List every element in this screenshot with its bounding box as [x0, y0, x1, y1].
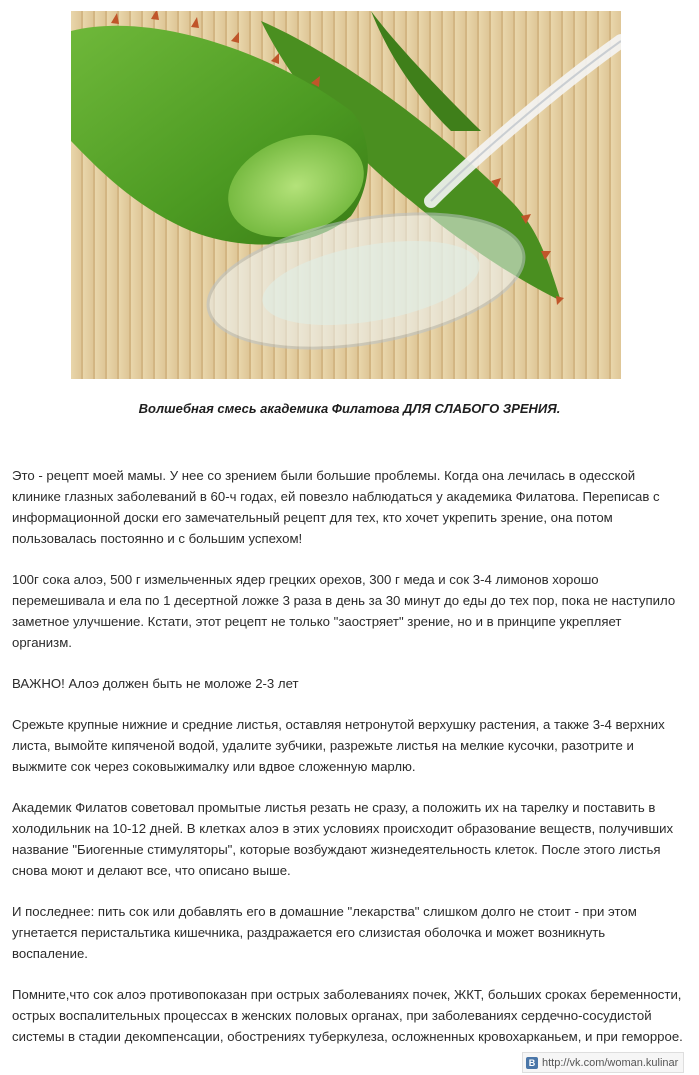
aloe-spoon-photo: [71, 11, 621, 379]
vk-watermark[interactable]: [522, 1052, 684, 1073]
paragraph-recipe: 100г сока алоэ, 500 г измельченных ядер грецких орехов, 300 г меда и сок 3-4 лимонов хорошо перемешивала и ела по 1 десертной ложке 3 раза в день за 30 минут до еды до тех пор, пока не наступило заметное улучшение. Кстати, этот рецепт не только "заостряет" зрение, но и в принципе укрепляет организм.: [12, 572, 676, 650]
paragraph-contraindications: Помните,что сок алоэ противопоказан при острых заболеваниях почек, ЖКТ, больших сроках беременности, острых воспалительных процессах в женских половых органах, при заболеваниях сердечно-сосудистой системы в стадии декомпенсации, обострениях туберкулеза, осложненных кровохарканьем, и при геморрое.: [12, 987, 683, 1044]
paragraph-caution: И последнее: пить сок или добавлять его в домашние "лекарства" слишком долго не стоит - при этом угнетается перистальтика кишечника, раздражается его слизистая оболочка и может возникнуть воспаление.: [12, 904, 637, 961]
article-body: [12, 465, 684, 1067]
paragraph-instructions: Срежьте крупные нижние и средние листья, оставляя нетронутой верхушку растения, а также 3-4 верхних листа, вымойте кипяченой водой, удалите зубчики, разрежьте листья на мелкие кусочки, разотрите и выжмите сок через соковыжималку или вдвое сложенную марлю.: [12, 717, 665, 774]
vk-icon: B: [526, 1057, 538, 1069]
paragraph-intro: Это - рецепт моей мамы. У нее со зрением были большие проблемы. Когда она лечилась в одесской клинике глазных заболеваний в 60-ч годах, ей повезло наблюдаться у академика Филатова. Переписав с информационной доски его замечательный рецепт для тех, кто хочет укрепить зрение, она потом пользовалась постоянно и с большим успехом!: [12, 468, 660, 546]
paragraph-filatov-advice: Академик Филатов советовал промытые листья резать не сразу, а положить их на тарелку и поставить в холодильник на 10-12 дней. В клетках алоэ в этих условиях происходит образование веществ, получивших название "Биогенные стимуляторы", которые возбуждают жизнедеятельность клеток. После этого листья снова моют и делают все, что описано выше.: [12, 800, 674, 878]
article-caption: Волшебная смесь академика Филатова ДЛЯ СЛАБОГО ЗРЕНИЯ.: [138, 401, 561, 416]
watermark-url[interactable]: http://vk.com/woman.kulinar: [542, 1056, 679, 1069]
paragraph-important: ВАЖНО! Алоэ должен быть не моложе 2-3 лет: [12, 676, 299, 691]
